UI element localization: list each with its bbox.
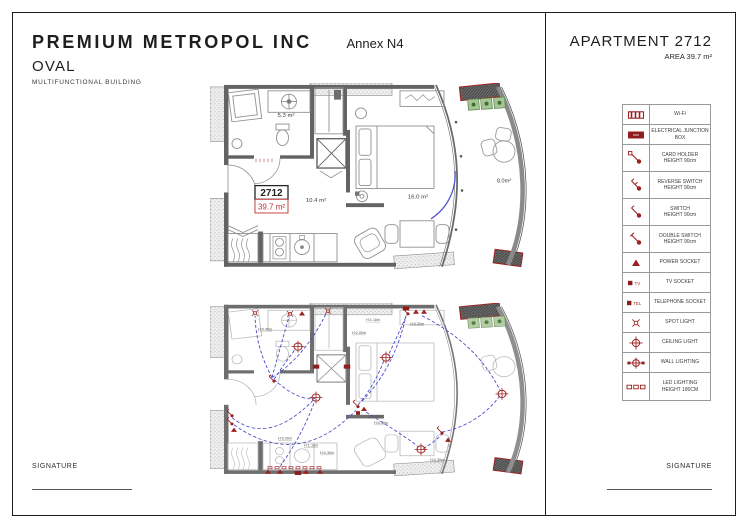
legend-label: WALL LIGHTING bbox=[660, 359, 700, 366]
legend-label: TV SOCKET bbox=[665, 279, 695, 286]
floor-plan-electrical bbox=[210, 303, 540, 503]
led-strip-run bbox=[268, 467, 321, 469]
legend-row-wall-lighting bbox=[623, 353, 710, 373]
reverse-switch-icon bbox=[623, 172, 650, 198]
legend-row-power-socket bbox=[623, 253, 710, 273]
signature-line-left bbox=[32, 489, 132, 490]
bedroom-area-label: 16.0 m² bbox=[407, 194, 429, 201]
legend-sublabel: HEIGHT 90cm bbox=[663, 185, 697, 191]
legend-label: Wi-Fi bbox=[674, 111, 686, 118]
svg-text:H:0.30m: H:0.30m bbox=[320, 451, 335, 455]
unit-number: 2712 bbox=[260, 187, 283, 199]
legend-row-spot-light bbox=[623, 313, 710, 333]
floor-plan-furniture bbox=[210, 83, 540, 298]
legend-row-telephone-socket bbox=[623, 293, 710, 313]
wifi-icon bbox=[623, 105, 650, 124]
legend-row-card-holder bbox=[623, 145, 710, 172]
legend-label: REVERSE SWITCH bbox=[657, 178, 703, 185]
legend-sublabel: HEIGHT 180CM bbox=[661, 386, 699, 393]
telephone-socket-icon bbox=[623, 293, 650, 312]
legend-sublabel: HEIGHT 90cm bbox=[663, 212, 697, 218]
svg-text:H:0.30m: H:0.30m bbox=[374, 421, 389, 425]
legend-row-led-lighting bbox=[623, 373, 710, 400]
curved-facade bbox=[434, 85, 527, 267]
wiring-arcs bbox=[232, 312, 500, 467]
legend-label: TELEPHONE SOCKET bbox=[653, 299, 707, 306]
legend-label: CARD HOLDER bbox=[661, 151, 699, 158]
legend-label: ELECTRICAL JUNCTION BOX bbox=[651, 128, 709, 141]
legend-label: DOUBLE SWITCH bbox=[659, 232, 701, 239]
junction-box-icon bbox=[623, 125, 650, 144]
legend-label: LED LIGHTING bbox=[662, 380, 698, 386]
unit-area: 39.7 m² bbox=[257, 202, 286, 212]
signature-line-right bbox=[607, 489, 712, 490]
legend-row-wifi bbox=[623, 105, 710, 125]
signature-label-left: SIGNATURE bbox=[32, 463, 78, 470]
legend-label: SPOT LIGHT bbox=[665, 319, 695, 326]
legend-row-tv-socket bbox=[623, 273, 710, 293]
balcony-area-label: 8.0m² bbox=[496, 178, 512, 185]
company-name: PREMIUM METROPOL INC bbox=[32, 32, 312, 52]
project-name: OVAL bbox=[32, 58, 76, 75]
closet-and-shaft bbox=[315, 88, 346, 178]
spot-light-icon bbox=[623, 313, 650, 332]
legend-label: POWER SOCKET bbox=[659, 259, 701, 266]
double-switch-icon bbox=[623, 226, 650, 252]
electrical-symbols bbox=[227, 307, 509, 475]
svg-text:H:1.10m: H:1.10m bbox=[304, 443, 319, 448]
card-holder-icon bbox=[623, 145, 650, 171]
legend-row-double-switch bbox=[623, 226, 710, 253]
annex-label: Annex N4 bbox=[346, 36, 404, 51]
svg-text:H:1.10m: H:1.10m bbox=[366, 318, 381, 323]
svg-text:H:0.30m: H:0.30m bbox=[410, 321, 425, 326]
signature-label-right: SIGNATURE bbox=[666, 463, 712, 470]
bathroom-area-label: 5.3 m² bbox=[277, 113, 295, 120]
legend-row-switch bbox=[623, 199, 710, 226]
ceiling-light-icon bbox=[623, 333, 650, 352]
apartment-title: APARTMENT 2712 bbox=[569, 33, 712, 50]
svg-text:TEL: TEL bbox=[633, 300, 642, 306]
project-type: MULTIFUNCTIONAL BUILDING bbox=[32, 79, 142, 86]
led-lighting-icon bbox=[623, 373, 650, 400]
legend-sublabel: HEIGHT 90cm bbox=[663, 239, 697, 245]
svg-text:H:2.00m: H:2.00m bbox=[352, 331, 367, 335]
unit-label-box bbox=[255, 186, 288, 213]
legend-label: CEILING LIGHT bbox=[661, 339, 699, 346]
svg-text:H:0.30m: H:0.30m bbox=[430, 458, 445, 463]
switch-icon bbox=[623, 199, 650, 225]
bedroom-furniture bbox=[355, 91, 444, 202]
bathroom-fixtures bbox=[228, 89, 310, 184]
legend-sublabel: HEIGHT 90cm bbox=[663, 158, 697, 164]
svg-text:TV: TV bbox=[634, 280, 641, 286]
legend-label: SWITCH bbox=[670, 205, 690, 212]
power-socket-icon bbox=[623, 253, 650, 272]
height-annotations bbox=[258, 318, 444, 462]
legend-table bbox=[622, 104, 711, 401]
svg-text:H:0.90m: H:0.90m bbox=[258, 327, 273, 332]
wall-lighting-icon bbox=[623, 353, 650, 372]
living-area-label: 10.4 m² bbox=[305, 198, 327, 205]
tv-socket-icon bbox=[623, 273, 650, 292]
legend-row-ceiling-light bbox=[623, 333, 710, 353]
title-block-divider bbox=[545, 12, 546, 516]
tv-socket-symbol bbox=[356, 411, 360, 415]
legend-row-junction-box bbox=[623, 125, 710, 145]
apartment-area: AREA 39.7 m² bbox=[664, 52, 712, 61]
svg-text:H:0.70m: H:0.70m bbox=[368, 414, 383, 419]
svg-text:H:0.90m: H:0.90m bbox=[278, 436, 293, 441]
legend-row-reverse-switch bbox=[623, 172, 710, 199]
